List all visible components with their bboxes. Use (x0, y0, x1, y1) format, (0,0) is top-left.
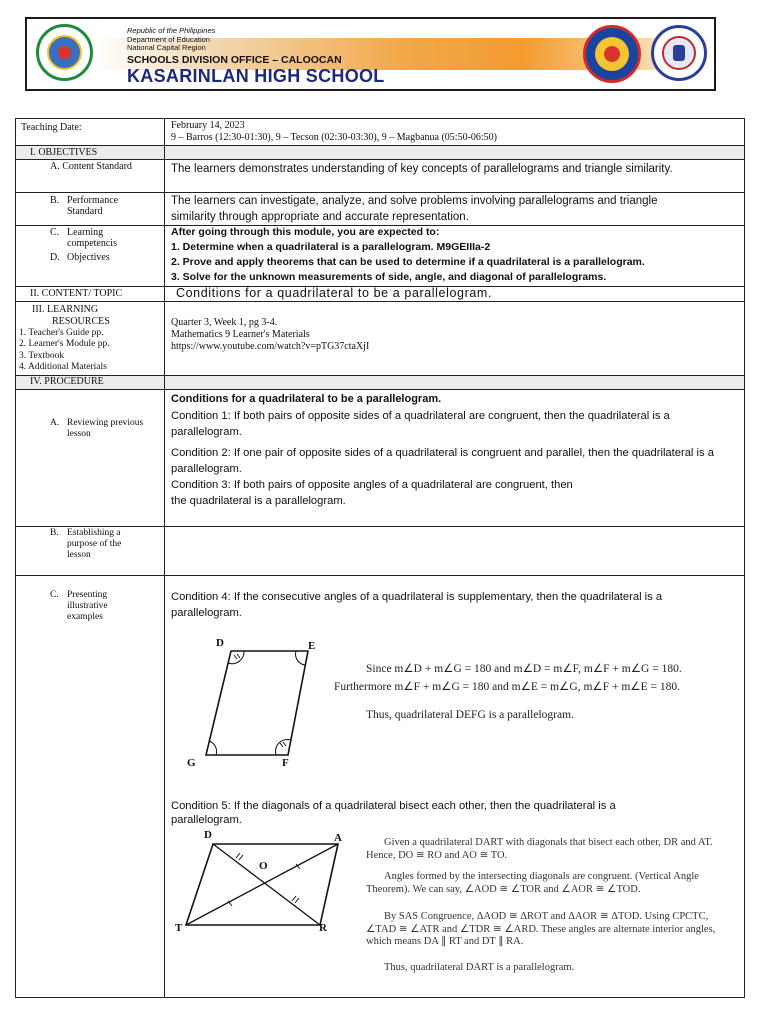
vertex-label: E (308, 640, 316, 652)
vertex-label: D (216, 637, 224, 649)
vertex-label: A (334, 832, 342, 844)
performance-standard-text: The learners can investigate, analyze, and solve problems involving parallelograms and triangle similarity through appropriate and accurate representation. (171, 195, 658, 223)
parallelogram-dart-figure (178, 829, 358, 939)
content-standard-label: A. Content Standard (50, 161, 132, 172)
resources-label-1: III. LEARNING (32, 304, 99, 315)
objective-item: 1. Determine when a quadrilateral is a parallelogram. M9GEIIIa-2 (171, 241, 491, 253)
performance-letter: B. (50, 195, 60, 206)
resource-item: 4. Additional Materials (19, 362, 107, 372)
vertex-label: R (319, 922, 327, 934)
figure2-paragraph-1: Given a quadrilateral DART with diagonals that bisect each other, DR and AT. Hence, DO ≅ RO and AO ≅ TO. (366, 837, 713, 861)
resource-item: 3. Textbook (19, 351, 65, 361)
teaching-schedule: 9 – Barros (12:30-01:30), 9 – Tecson (02:30-03:30), 9 – Magbanua (05:50-06:50) (171, 132, 498, 143)
objectives-heading-row (16, 145, 744, 159)
objectives-label: Objectives (67, 252, 110, 263)
presenting-label: Presenting illustrative examples (67, 590, 108, 622)
vertex-label: G (187, 757, 196, 769)
competencies-letter: C. (50, 227, 60, 238)
region-text: National Capital Region (127, 43, 206, 52)
column-divider (164, 119, 165, 997)
vertex-label: O (259, 860, 268, 872)
figure2-paragraph-2: Angles formed by the intersecting diagonals are congruent. (Vertical Angle Theorem). We can say, ∠AOD ≅ ∠TOR and ∠AOR ≅ ∠TOD. (366, 871, 699, 895)
department-text: Department of Education (127, 34, 210, 44)
school-header-banner (25, 17, 716, 91)
content-topic: Conditions for a quadrilateral to be a parallelogram. (176, 286, 492, 300)
condition-5: Condition 5: If the diagonals of a quadrilateral bisect each other, then the quadrilateral is a parallelogram. (171, 800, 616, 826)
condition-2: Condition 2: If one pair of opposite sides of a quadrilateral is congruent and parallel, then the quadrilateral is a parallelogram. (171, 447, 714, 475)
vertex-label: D (204, 829, 212, 841)
figure2-paragraph-4: Thus, quadrilateral DART is a parallelogram. (384, 962, 575, 973)
school-seal-icon (36, 24, 93, 81)
condition-1: Condition 1: If both pairs of opposite sides of a quadrilateral are congruent, then the quadrilateral is a parallelogram. (171, 410, 670, 438)
reviewing-label: Reviewing previous lesson (67, 418, 144, 439)
header-agency-text (127, 27, 215, 53)
resource-item: 1. Teacher's Guide pp. (19, 328, 104, 338)
objective-item: 2. Prove and apply theorems that can be used to determine if a quadrilateral is a parallelogram. (171, 256, 645, 268)
resource-detail: Quarter 3, Week 1, pg 3-4. (171, 317, 278, 328)
teaching-date-label: Teaching Date: (21, 122, 82, 133)
figure1-line-3: Thus, quadrilateral DEFG is a parallelogram. (366, 709, 574, 721)
resource-detail: Mathematics 9 Learner's Materials (171, 329, 310, 340)
resource-item: 2. Learner's Module pp. (19, 339, 110, 349)
content-topic-label: II. CONTENT/ TOPIC (30, 288, 123, 299)
division-seal-icon (583, 25, 641, 83)
parallelogram-defg-figure (196, 637, 321, 772)
reviewing-letter: A. (50, 418, 60, 428)
figure1-line-2: Furthermore m∠F + m∠G = 180 and m∠E = m∠G, m∠F + m∠E = 180. (334, 681, 680, 693)
resource-link[interactable]: https://www.youtube.com/watch?v=pTG37ctaXjI (171, 341, 370, 352)
conditions-title: Conditions for a quadrilateral to be a parallelogram. (171, 393, 442, 405)
vertex-label: T (175, 922, 183, 934)
establishing-label: Establishing a purpose of the lesson (67, 528, 122, 560)
procedure-heading: IV. PROCEDURE (30, 376, 104, 387)
condition-3: Condition 3: If both pairs of opposite angles of a quadrilateral are congruent, then the quadrilateral is a parallelogram. (171, 479, 573, 507)
objectives-intro: After going through this module, you are expected to: (171, 226, 440, 238)
resources-label-2: RESOURCES (52, 316, 110, 327)
republic-text: Republic of the Philippines (127, 26, 216, 35)
teaching-date: February 14, 2023 (171, 120, 245, 131)
procedure-heading-row (16, 375, 744, 389)
figure2-paragraph-3: By SAS Congruence, ΔAOD ≅ ΔROT and ΔAOR ≅ ΔTOD. Using CPCTC, ∠TAD ≅ ∠ATR and ∠TDR ≅ ∠ARD. These angles are alternate interior angles, which means DA ∥ RT and DT ∥ RA. (366, 911, 716, 947)
competencies-label: Learning competencis (67, 227, 117, 249)
lesson-plan-table (15, 118, 745, 998)
division-office-text: SCHOOLS DIVISION OFFICE – CALOOCAN (127, 54, 342, 66)
establishing-letter: B. (50, 528, 59, 538)
vertex-label: F (282, 757, 289, 769)
objective-item: 3. Solve for the unknown measurements of side, angle, and diagonal of parallelograms. (171, 271, 607, 283)
condition-4: Condition 4: If the consecutive angles of a quadrilateral is supplementary, then the quadrilateral is a parallelogram. (171, 591, 663, 619)
deped-seal-icon (651, 25, 707, 81)
objectives-letter: D. (50, 252, 60, 263)
school-name: KASARINLAN HIGH SCHOOL (127, 66, 385, 86)
content-standard-text: The learners demonstrates understanding of key concepts of parallelograms and triangle similarity. (171, 163, 673, 175)
performance-standard-label: Performance Standard (67, 195, 119, 217)
presenting-letter: C. (50, 590, 59, 600)
objectives-heading: I. OBJECTIVES (30, 147, 98, 158)
figure1-line-1: Since m∠D + m∠G = 180 and m∠D = m∠F, m∠F + m∠G = 180. (366, 663, 682, 675)
